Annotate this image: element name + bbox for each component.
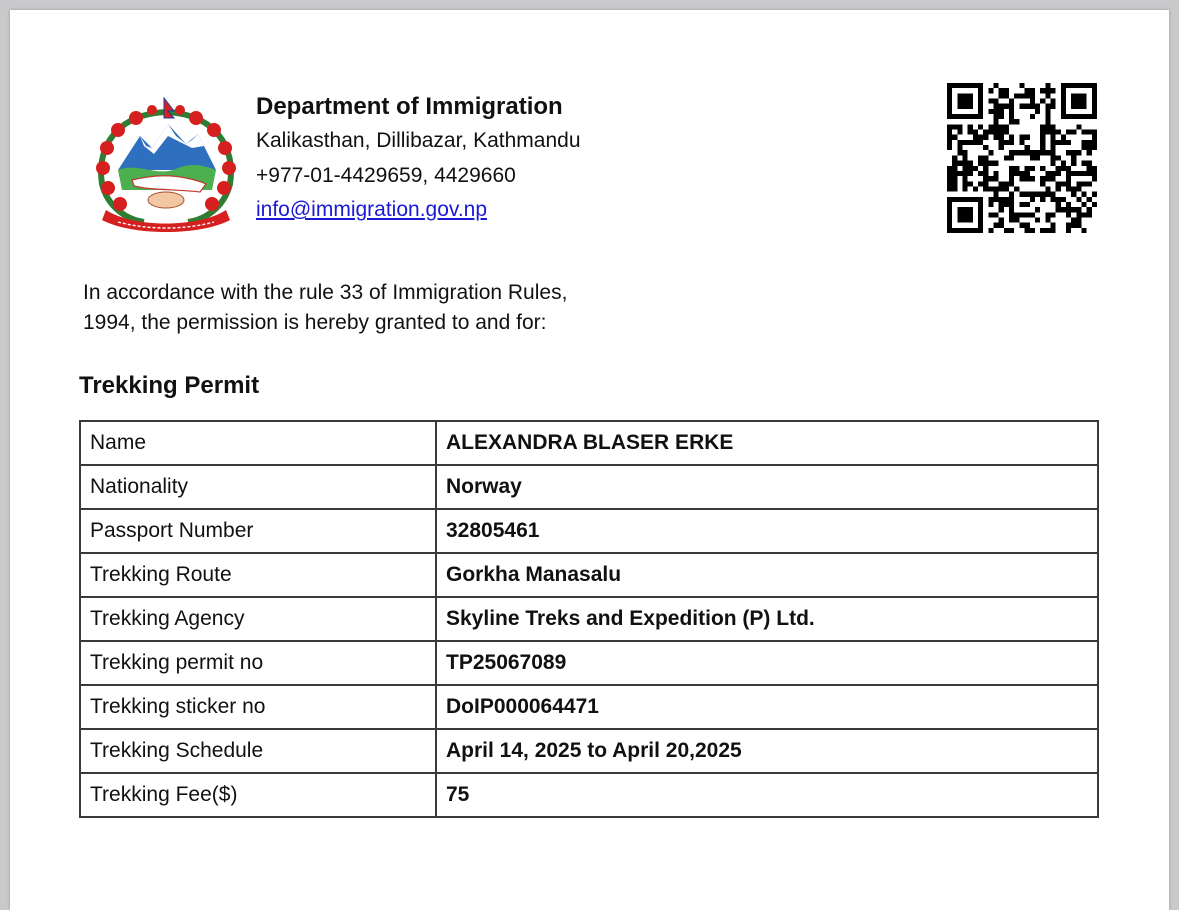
- row-label: Nationality: [80, 465, 436, 509]
- row-value: 75: [436, 773, 1098, 817]
- row-label: Trekking sticker no: [80, 685, 436, 729]
- row-value: DoIP000064471: [436, 685, 1098, 729]
- row-label: Trekking Route: [80, 553, 436, 597]
- row-label: Trekking Agency: [80, 597, 436, 641]
- table-row: [80, 773, 1098, 817]
- row-label: Name: [80, 421, 436, 465]
- row-value: Norway: [436, 465, 1098, 509]
- row-value: 32805461: [436, 509, 1098, 553]
- row-label: Trekking Schedule: [80, 729, 436, 773]
- permit-details-table: [79, 420, 1099, 818]
- qr-code-icon: [947, 83, 1097, 233]
- intro-line-1: In accordance with the rule 33 of Immigration Rules,: [83, 281, 568, 304]
- row-value: TP25067089: [436, 641, 1098, 685]
- table-row: [80, 597, 1098, 641]
- department-name: Department of Immigration: [256, 93, 563, 120]
- row-value: ALEXANDRA BLASER ERKE: [436, 421, 1098, 465]
- row-value: Gorkha Manasalu: [436, 553, 1098, 597]
- department-phone: +977-01-4429659, 4429660: [256, 163, 516, 187]
- table-row: [80, 685, 1098, 729]
- table-row: [80, 553, 1098, 597]
- intro-line-2: 1994, the permission is hereby granted to and for:: [83, 310, 547, 334]
- permit-title: Trekking Permit: [79, 372, 260, 399]
- row-label: Trekking Fee($): [80, 773, 436, 817]
- row-value: Skyline Treks and Expedition (P) Ltd.: [436, 597, 1098, 641]
- row-label: Passport Number: [80, 509, 436, 553]
- department-email-link[interactable]: info@immigration.gov.np: [256, 198, 488, 221]
- table-row: [80, 729, 1098, 773]
- nepal-emblem-icon: [88, 96, 244, 232]
- permit-document: [10, 10, 1169, 910]
- table-row: [80, 421, 1098, 465]
- intro-statement: [83, 278, 683, 337]
- row-label: Trekking permit no: [80, 641, 436, 685]
- department-header: [256, 90, 581, 228]
- row-value: April 14, 2025 to April 20,2025: [436, 729, 1098, 773]
- department-address: Kalikasthan, Dillibazar, Kathmandu: [256, 129, 581, 152]
- table-row: [80, 509, 1098, 553]
- table-row: [80, 641, 1098, 685]
- table-row: [80, 465, 1098, 509]
